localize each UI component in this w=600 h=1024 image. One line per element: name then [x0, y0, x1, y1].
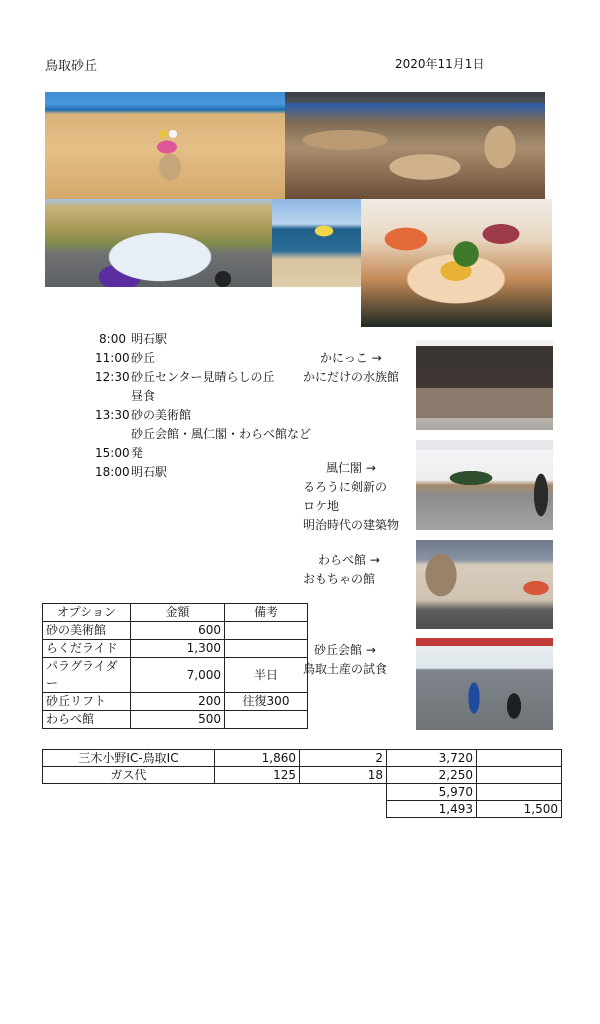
header-remarks: 備考 [225, 604, 308, 622]
blank-cell [215, 801, 300, 818]
table-row [43, 622, 308, 640]
schedule-row [95, 387, 155, 404]
note-fujinkaku-line: ロケ地 [303, 499, 340, 513]
per-person-row [43, 801, 562, 818]
header-amount: 金額 [131, 604, 225, 622]
cost-total: 5,970 [387, 784, 477, 801]
cost-per-person: 1,493 [387, 801, 477, 818]
option-amount: 500 [131, 711, 225, 729]
schedule-time: 13:30 [95, 408, 130, 422]
option-remarks [225, 711, 308, 729]
cost-qty: 2 [300, 750, 387, 767]
option-remarks [225, 622, 308, 640]
trip-date: 2020年11月1日 [395, 57, 485, 71]
note-kanikko-title: かにっこ → [320, 351, 382, 365]
table-row [43, 658, 308, 693]
blank-cell [300, 784, 387, 801]
schedule-row [95, 444, 143, 461]
photo-paraglider-beach [272, 199, 361, 287]
note-sakyu-line: 鳥取土産の試食 [303, 662, 388, 676]
page-title: 鳥取砂丘 [45, 59, 98, 74]
cost-subtotal: 2,250 [387, 767, 477, 784]
schedule-time: 12:30 [95, 370, 130, 384]
schedule-row [95, 368, 275, 385]
schedule-time: 18:00 [95, 465, 130, 479]
cost-qty: 18 [300, 767, 387, 784]
cost-item: 三木小野IC-鳥取IC [43, 750, 215, 767]
table-row [43, 711, 308, 729]
total-row [43, 784, 562, 801]
table-row [43, 750, 562, 767]
schedule-row [95, 349, 155, 366]
cost-unit: 1,860 [215, 750, 300, 767]
header-option: オプション [43, 604, 131, 622]
photo-kanikko-building [416, 340, 553, 430]
photo-sand-museum [285, 92, 545, 199]
note-fujinkaku-line: るろうに剣新の [303, 480, 388, 494]
note-warabe-line: おもちゃの館 [303, 572, 376, 586]
photo-camel-ride-dunes [45, 92, 285, 199]
option-amount: 7,000 [131, 658, 225, 693]
note-fujinkaku-title: 風仁閣 → [326, 461, 376, 475]
note-fujinkaku-line: 明治時代の建築物 [303, 518, 400, 532]
schedule-time: 11:00 [95, 351, 130, 365]
photo-fujinkaku-building [416, 440, 553, 530]
photo-sakyu-kaikan-building [416, 638, 553, 730]
schedule-desc: 明石駅 [131, 465, 168, 479]
schedule-desc: 昼食 [131, 389, 156, 403]
schedule-time: 15:00 [95, 446, 130, 460]
schedule-row [95, 330, 167, 347]
schedule-time: 8:00 [99, 332, 126, 346]
cost-extra [477, 767, 562, 784]
cost-extra [477, 750, 562, 767]
schedule-desc: 砂丘会館・風仁閣・わらべ館など [131, 427, 312, 441]
option-name: わらべ館 [43, 711, 131, 729]
cost-item: ガス代 [43, 767, 215, 784]
option-remarks: 往復300 [225, 693, 308, 711]
option-name: パラグライダー [43, 658, 131, 693]
table-row [43, 767, 562, 784]
option-remarks: 半日 [225, 658, 308, 693]
cost-per-person-rounded: 1,500 [477, 801, 562, 818]
note-sakyu-title: 砂丘会館 → [314, 643, 376, 657]
blank-cell [300, 801, 387, 818]
schedule-row [95, 425, 311, 442]
option-name: 砂丘リフト [43, 693, 131, 711]
schedule-row [95, 463, 167, 480]
schedule-row [95, 406, 191, 423]
schedule-desc: 砂の美術館 [131, 408, 192, 422]
option-amount: 200 [131, 693, 225, 711]
schedule-desc: 明石駅 [131, 332, 168, 346]
blank-cell [215, 784, 300, 801]
schedule-desc: 砂丘 [131, 351, 156, 365]
options-table [42, 603, 308, 729]
option-remarks [225, 640, 308, 658]
option-name: 砂の美術館 [43, 622, 131, 640]
blank-cell [43, 784, 215, 801]
option-name: らくだライド [43, 640, 131, 658]
note-kanikko-line: かにだけの水族館 [303, 370, 400, 384]
cost-subtotal: 3,720 [387, 750, 477, 767]
option-amount: 600 [131, 622, 225, 640]
schedule-desc: 砂丘センター見晴らしの丘 [131, 370, 275, 384]
blank-cell [477, 784, 562, 801]
table-header-row [43, 604, 308, 622]
note-warabe-title: わらべ館 → [318, 553, 380, 567]
cost-table [42, 749, 562, 818]
photo-warabe-building [416, 540, 553, 629]
cost-unit: 125 [215, 767, 300, 784]
schedule-desc: 発 [131, 446, 144, 460]
photo-mini-ev-car [45, 199, 272, 287]
option-amount: 1,300 [131, 640, 225, 658]
table-row [43, 693, 308, 711]
photo-seafood-bowl [361, 199, 552, 327]
table-row [43, 640, 308, 658]
blank-cell [43, 801, 215, 818]
